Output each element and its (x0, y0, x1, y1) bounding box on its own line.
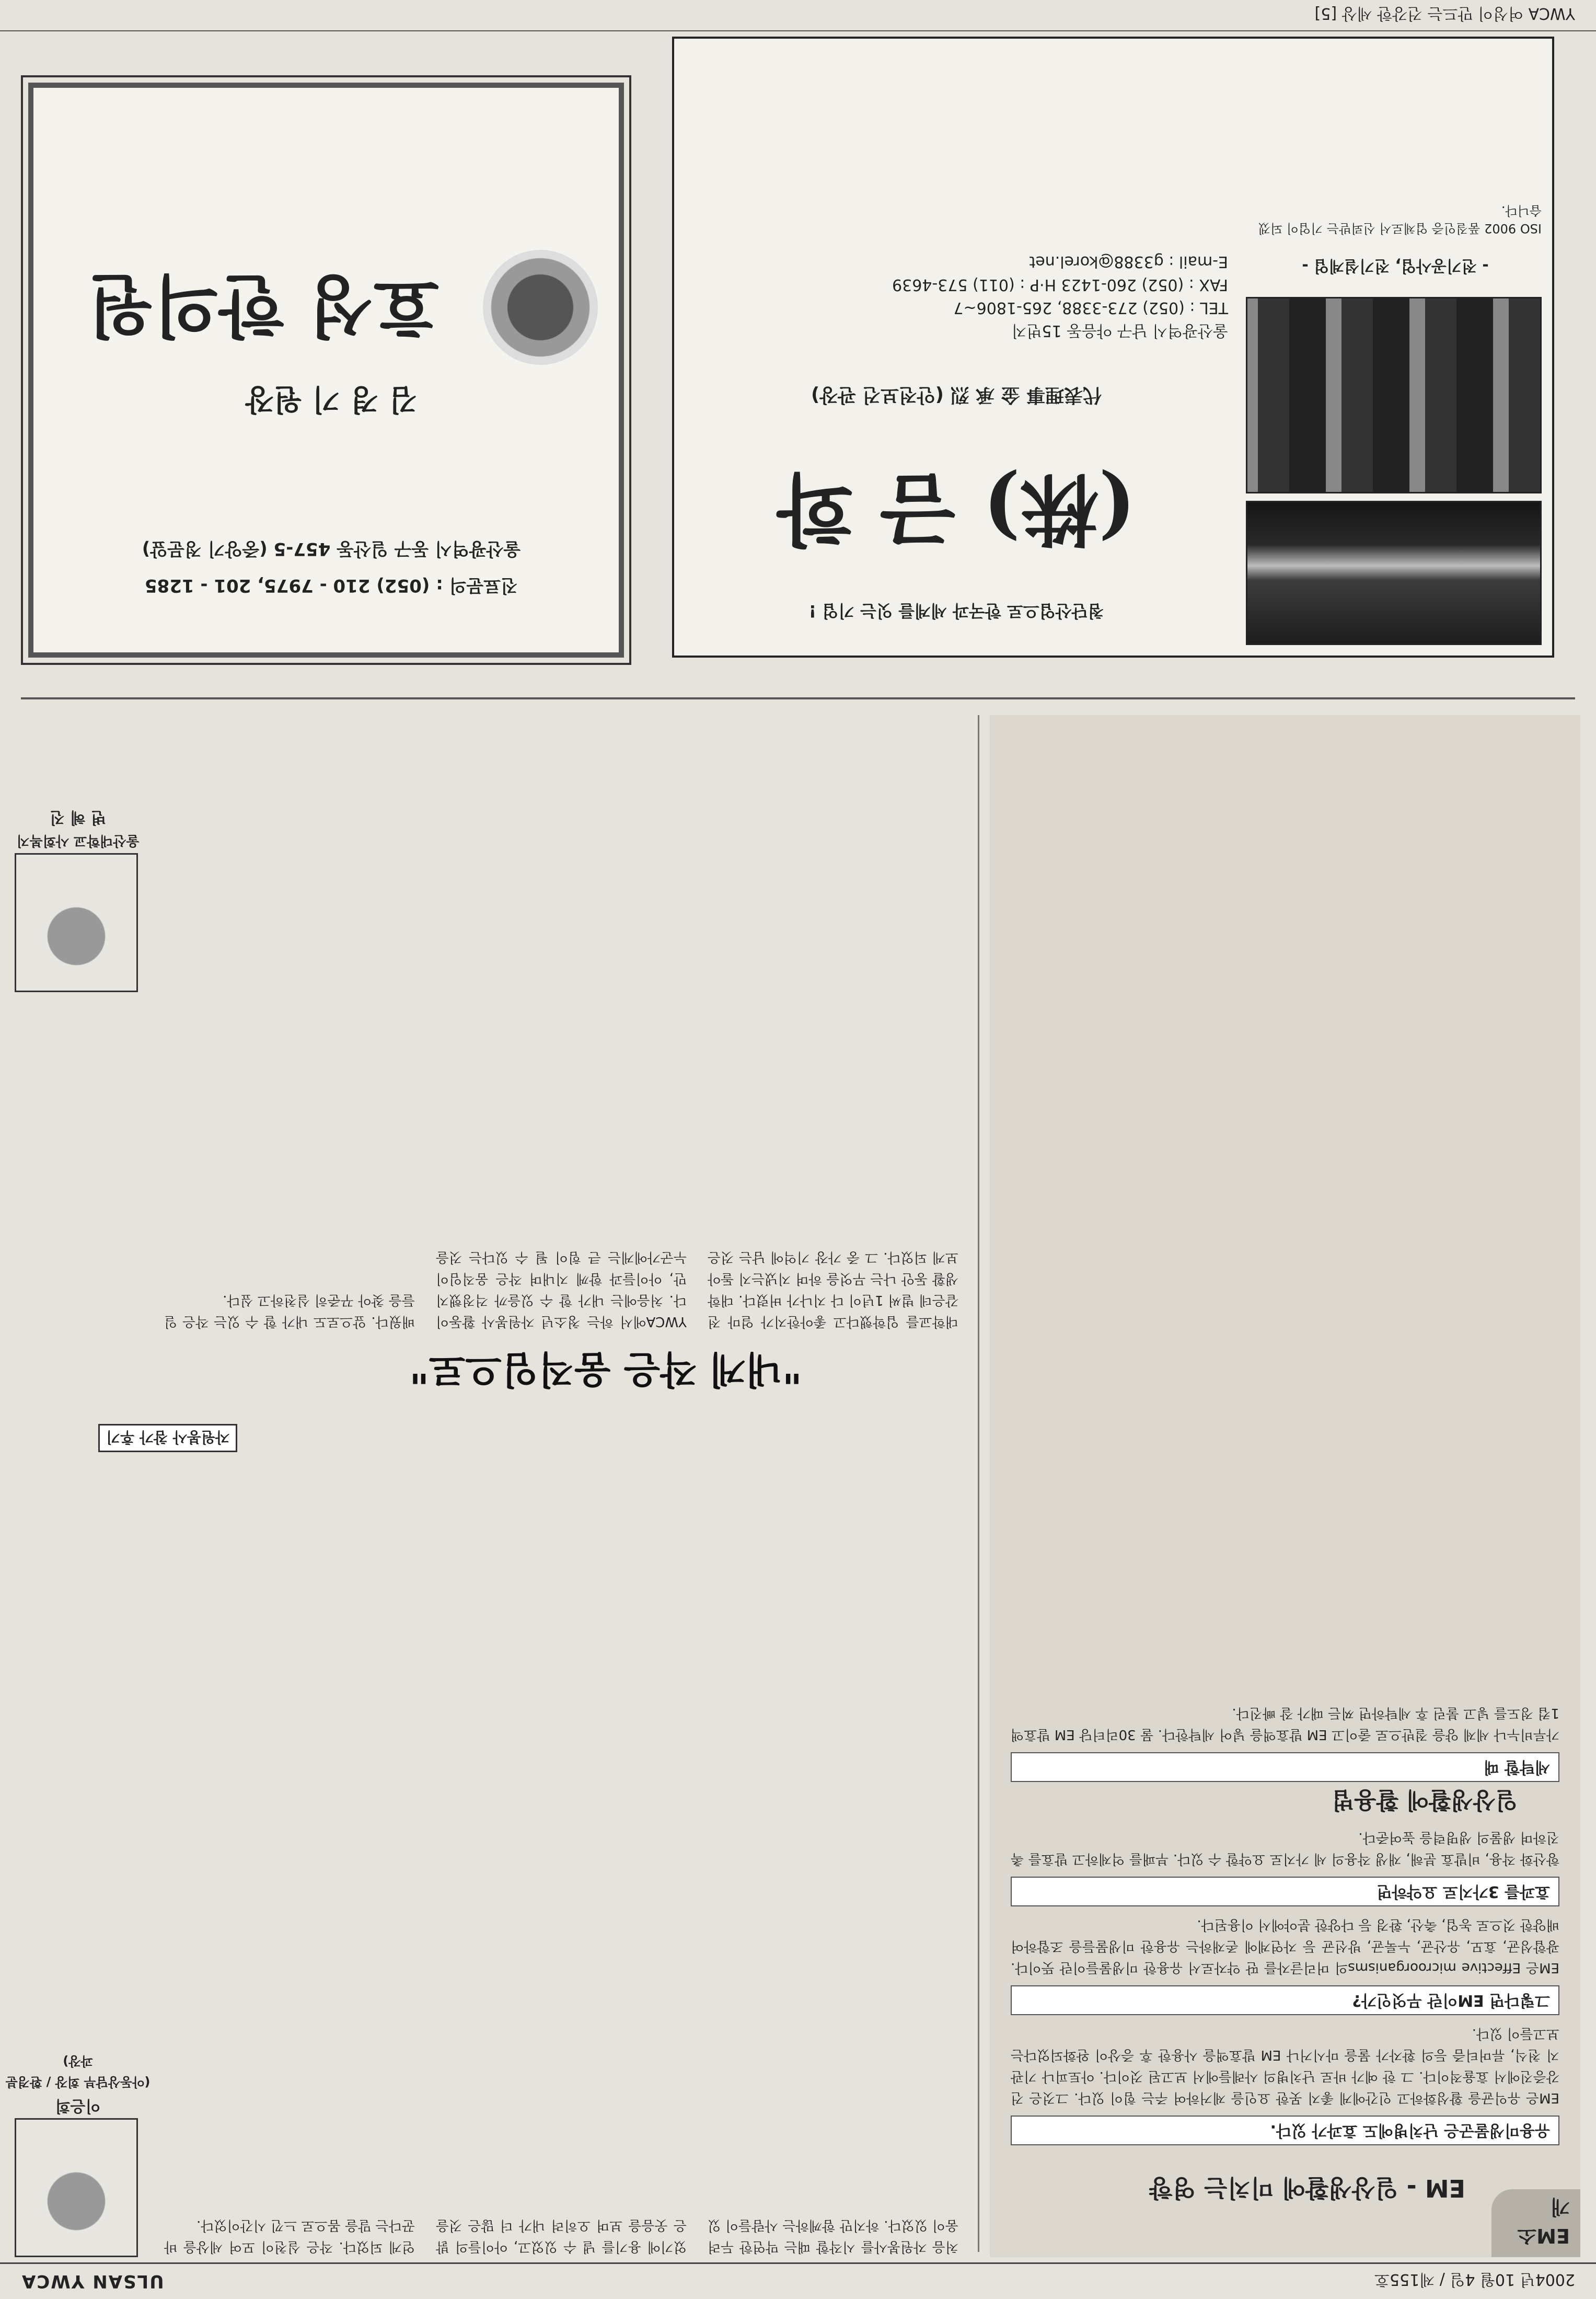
clinic-ad (28, 83, 624, 658)
ad-divider (21, 697, 1575, 699)
clinic-name: 효성 한의원 (87, 266, 440, 346)
company-tagline: 첨단산업으로 한국과 세계를 잇는 기업 ! (808, 601, 1104, 621)
clinic-phone: 진료문의 : (052) 210 - 7975, 201 - 1285 (144, 575, 518, 596)
org-name: ULSAN YWCA (21, 2271, 164, 2292)
essay-category: 자원봉사 참가 후기 (98, 1424, 237, 1452)
em-subhead-4: 일상생활에 활용법 (1332, 1787, 1518, 1813)
company-contact (685, 250, 1228, 342)
footer-slogan: YWCA 여성이 만드는 건강한 세상 [5] (1314, 4, 1575, 22)
em-body-5: 가루비누나 세제 양을 절반으로 줄이고 EM 발효액을 넣어 세탁한다. 물 30리터당 EM 발효액 1컵 정도를 넣고 불린 후 세탁하면 찌든 때가 잘 빠진다. (1011, 1705, 1559, 1742)
em-section-label: EM소개 (1491, 2189, 1580, 2257)
em-section-body (1011, 741, 1559, 2153)
essay-title: "내게 작은 움직임으로" (409, 1348, 802, 1392)
company-address: 울산광역시 남구 야음동 15번지 (1011, 321, 1228, 340)
review-body: 처음 자원봉사를 시작할 때는 막연한 두려움이 있었다. 하지만 함께하는 사람들이 있었기에 용기를 낼 수 있었고, 아이들의 밝은 웃음을 보며 오히려 내가 더 많은 것을 얻게 되었다. 작은 실천이 모여 세상을 바꾼다는 말을 몸으로 느낀 시간이었다. (164, 2217, 958, 2255)
reviewer-name: 이은희 (55, 2097, 101, 2115)
author-org: 울산대학교 사회복지 (16, 833, 140, 848)
reviewer-photo (15, 2118, 138, 2257)
reviewer-role: (아동상담부 회장 / 환경분과장) (5, 2054, 151, 2089)
company-ceo: 代表理事 金 承 烈 (안전보건 관장) (811, 384, 1102, 406)
em-body-1: EM은 유익균을 활성화하고 인간에게 좋지 못한 요인을 제거하여 주는 힘이 있다. 그것은 건강증진에서 효율적이다. 그 한 예가 바로 난치병의 사례들에서 보고된 것이다. 아토피나 기관지 천식, 류머티즘 등의 환자가 물을 마시거나 EM 발효액을 사용한 후 증상이 완화되었다는 보고들이 있다. (1011, 2026, 1559, 2106)
company-tel: TEL : (052) 273-3388, 265-1806~7 (953, 298, 1228, 317)
author-photo (15, 853, 138, 992)
essay-body: 대학교를 입학했다고 좋아한지가 얼마 전 같은데 벌써 1년이 다 지나가 버렸다. 대학 생활 동안 나는 무엇을 하며 지냈는지 돌아보게 되었다. 그 중 가장 기억에 남는 것은 YWCA에서 하는 청소년 자원봉사 활동이다. 처음에는 내가 할 수 있을까 걱정했지만, 아이들과 함께 지내며 작은 움직임이 누군가에게는 큰 힘이 될 수 있다는 것을 배웠다. 앞으로도 내가 할 수 있는 작은 일들을 찾아 꾸준히 실천하고 싶다. (164, 1249, 958, 1329)
author-name: 변 혜 진 (50, 808, 106, 826)
em-subhead-2: 그렇다면 EM이란 무엇인가? (1011, 1985, 1559, 2015)
page-footer (0, 0, 1596, 31)
page-header (0, 2262, 1596, 2299)
issue-info: 2004년 10월 4일 / 제155호 (1374, 2270, 1575, 2289)
em-subhead-3: 효과를 3가지로 요약하면 (1011, 1877, 1559, 1906)
company-business: - 전기공사업, 전기설계업 - (1302, 257, 1489, 275)
clinic-address: 울산광역시 동구 일산동 457-5 (중앙기 정문앞) (142, 538, 521, 559)
company-fax: FAX : (052) 260-1423 H·P : (011) 573-4639 (892, 275, 1228, 294)
em-body-3: 항산화 작용, 비발효 분해, 재생 작용의 세 가지로 요약할 수 있다. 부패를 억제하고 발효를 촉진하며 생물의 생명력을 높여준다. (1011, 1830, 1559, 1867)
column-divider (978, 715, 979, 2252)
equipment-photo (1246, 297, 1542, 493)
em-subhead-1: 유용미생물군은 난치병에도 효과가 있다. (1011, 2116, 1559, 2145)
em-section (990, 715, 1580, 2257)
em-subhead-5: 세탁할 때 (1011, 1752, 1559, 1782)
clinic-logo (483, 250, 598, 365)
company-email: E-mail : g3388@korel.net (1029, 252, 1228, 271)
night-plant-photo (1246, 501, 1542, 645)
company-ad (672, 37, 1554, 658)
em-section-title: EM - 일상생활에 미치는 영향 (1149, 2174, 1465, 2202)
company-name: (株) 금 화 (777, 463, 1136, 555)
clinic-doctor: 김 경 기 원장 (245, 382, 418, 416)
company-iso: ISO 9002 품질인증 업체로서 신뢰받는 기업이 되겠습니다. (1258, 203, 1542, 236)
em-body-2: EM은 Effective microorganisms의 머리글자를 딴 약자로서 유용한 미생물들이란 뜻이다. 광합성균, 효모, 유산균, 누룩균, 방선균 등 자연계에 존재하는 유용한 미생물들을 조합하여 배양한 것으로 농업, 축산, 환경 등 다양한 분야에서 이용된다. (1011, 1917, 1559, 1975)
